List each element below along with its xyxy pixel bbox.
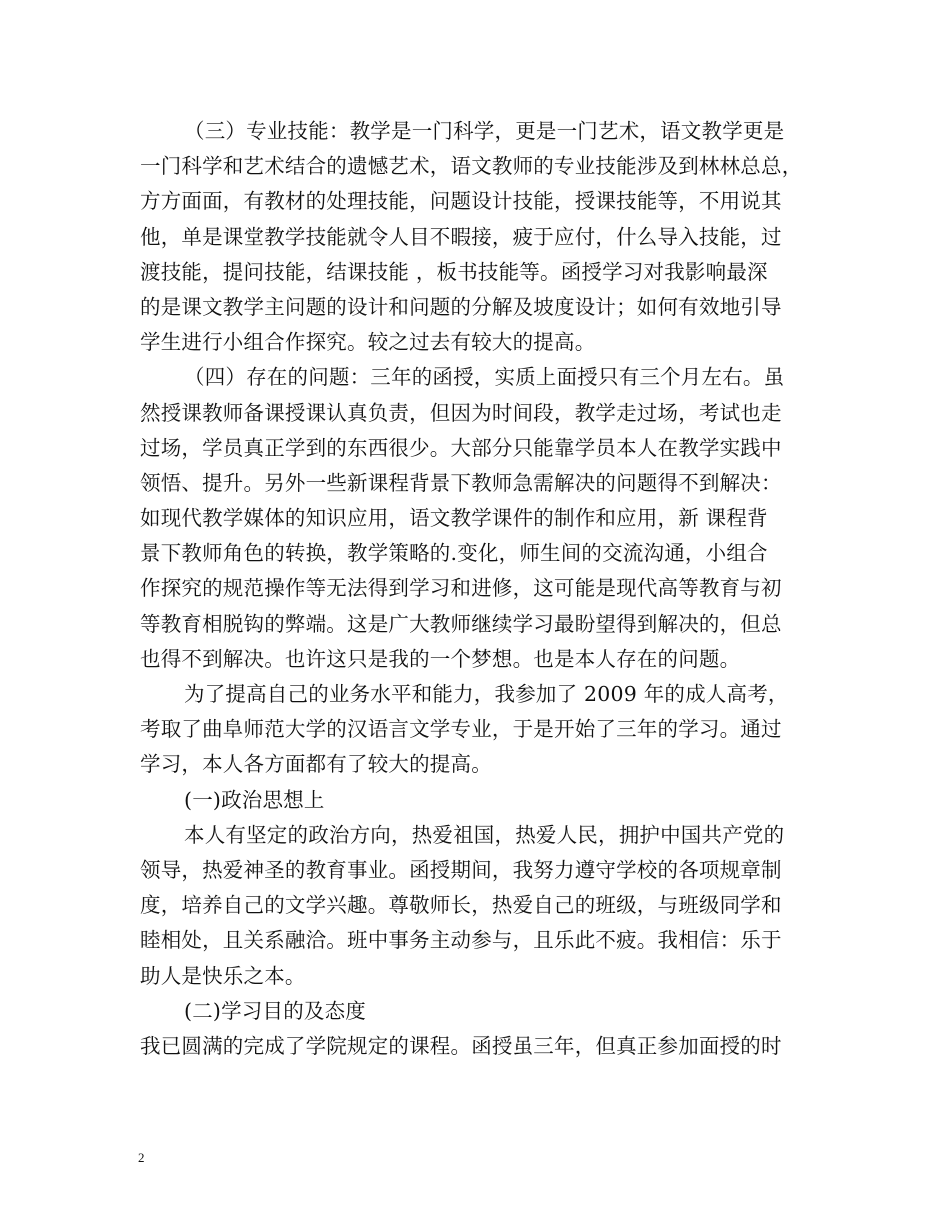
text-line: 如现代教学媒体的知识应用，语文教学课件的制作和应用，新 课程背 <box>140 506 768 531</box>
text-line: 过场，学员真正学到的东西很少。大部分只能靠学员本人在教学实践中 <box>140 435 782 460</box>
text-line: (二)学习目的及态度 <box>184 998 366 1023</box>
text-line: 渡技能，提问技能，结课技能 ，板书技能等。函授学习对我影响最深 <box>140 259 768 284</box>
body-text <box>140 114 820 1064</box>
text-line: 一门科学和艺术结合的遗憾艺术，语文教师的专业技能涉及到林林总总， <box>140 154 803 179</box>
text-line: 学习，本人各方面都有了较大的提高。 <box>140 752 492 777</box>
text-line: 他，单是课堂教学技能就令人目不暇接，疲于应付，什么导入技能，过 <box>140 224 782 249</box>
text-line: 等教育相脱钩的弊端。这是广大教师继续学习最盼望得到解决的，但总 <box>140 611 782 636</box>
page-number: 2 <box>138 1150 145 1165</box>
text-line: （四）存在的问题：三年的函授，实质上面授只有三个月左右。虽 <box>184 365 785 390</box>
text-line: 的是课文教学主问题的设计和问题的分解及坡度设计；如何有效地引导 <box>140 294 782 319</box>
text-line: （三）专业技能：教学是一门科学，更是一门艺术，语文教学更是 <box>184 119 785 143</box>
text-line: 领悟、提升。另外一些新课程背景下教师急需解决的问题得不到解决： <box>140 470 782 495</box>
text-line: 为了提高自己的业务水平和能力，我参加了 2009 年的成人高考， <box>184 682 789 706</box>
text-line: 度，培养自己的文学兴趣。尊敬师长，热爱自己的班级，与班级同学和 <box>140 893 782 918</box>
text-line: 我已圆满的完成了学院规定的课程。函授虽三年，但真正参加面授的时 <box>140 1033 782 1058</box>
text-line: 作探究的规范操作等无法得到学习和进修，这可能是现代高等教育与初 <box>140 576 782 601</box>
text-line: 本人有坚定的政治方向，热爱祖国，热爱人民，拥护中国共产党的 <box>184 822 785 847</box>
text-line: 助人是快乐之本。 <box>140 963 306 988</box>
text-line: 考取了曲阜师范大学的汉语言文学专业，于是开始了三年的学习。通过 <box>140 717 782 742</box>
text-line: 也得不到解决。也许这只是我的一个梦想。也是本人存在的问题。 <box>140 646 741 671</box>
text-line: 学生进行小组合作探究。较之过去有较大的提高。 <box>140 330 596 355</box>
text-line: 领导，热爱神圣的教育事业。函授期间，我努力遵守学校的各项规章制 <box>140 857 782 882</box>
text-line: 然授课教师备课授课认真负责，但因为时间段，教学走过场，考试也走 <box>140 400 782 425</box>
text-line: 景下教师角色的转换，教学策略的.变化，师生间的交流沟通，小组合 <box>140 541 768 566</box>
text-line: 睦相处，且关系融洽。班中事务主动参与，且乐此不疲。我相信：乐于 <box>140 928 782 953</box>
text-line: (一)政治思想上 <box>184 787 325 812</box>
text-line: 方方面面，有教材的处理技能，问题设计技能，授课技能等，不用说其 <box>140 189 782 214</box>
